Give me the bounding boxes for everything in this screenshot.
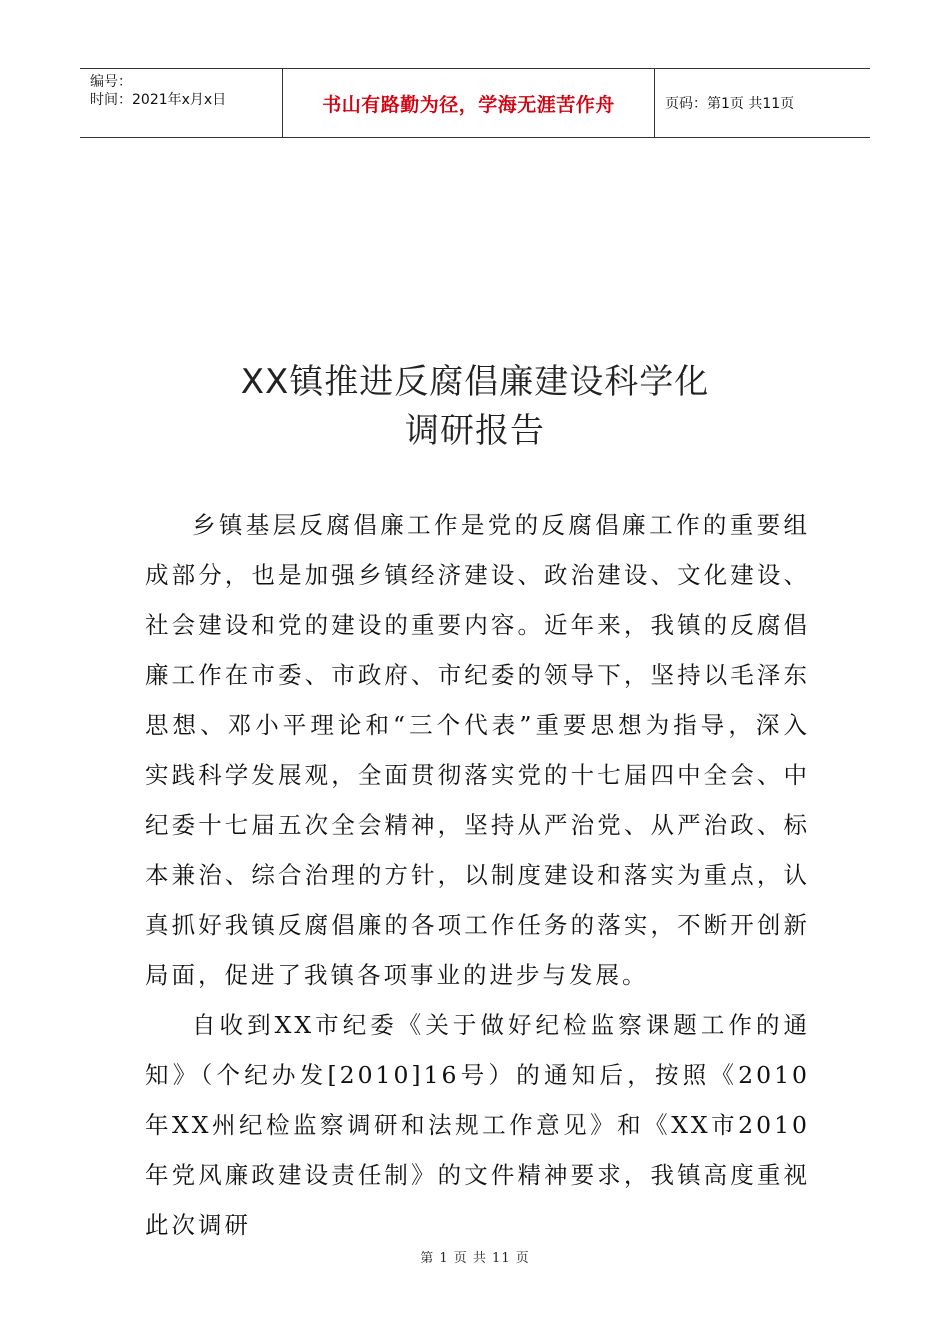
page-footer: 第 1 页 共 11 页	[420, 1251, 530, 1266]
paragraph: 乡镇基层反腐倡廉工作是党的反腐倡廉工作的重要组成部分，也是加强乡镇经济建设、政治建设、文化建设、社会建设和党的建设的重要内容。近年来，我镇的反腐倡廉工作在市委、市政府、市纪委的领导下，坚持以毛泽东思想、邓小平理论和“三个代表”重要思想为指导，深入实践科学发展观，全面贯彻落实党的十七届四中全会、中纪委十七届五次全会精神，坚持从严治党、从严治政、标本兼治、综合治理的方针，以制度建设和落实为重点，认真抓好我镇反腐倡廉的各项工作任务的落实，不断开创新局面，促进了我镇各项事业的进步与发展。	[145, 511, 810, 989]
document-body	[145, 500, 810, 1250]
header-meta	[80, 69, 282, 137]
header-motto: 书山有路勤为径，学海无涯苦作舟	[282, 69, 655, 137]
page-header	[80, 68, 870, 138]
time-label: 时间：2021年x月x日	[90, 92, 227, 108]
header-page-info: 页码：第1页 共11页	[665, 96, 795, 112]
paragraph: 自收到XX市纪委《关于做好纪检监察课题工作的通知》（个纪办发[2010]16号）的通知后，按照《2010年XX州纪检监察调研和法规工作意见》和《XX市2010年党风廉政建设责任制》的文件精神要求，我镇高度重视此次调研	[145, 1011, 810, 1239]
document-title-line1: XX镇推进反腐倡廉建设科学化	[240, 362, 710, 402]
number-label: 编号：	[90, 74, 132, 90]
document-title-line2: 调研报告	[405, 411, 545, 451]
